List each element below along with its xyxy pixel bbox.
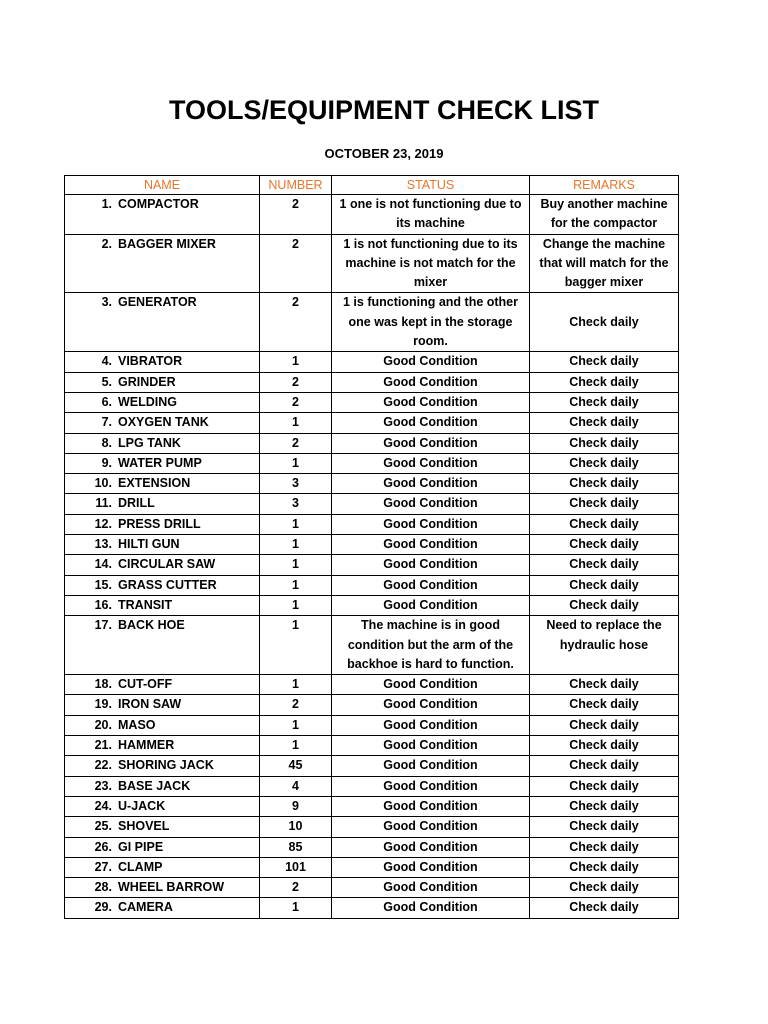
item-index: 25.	[94, 819, 112, 834]
item-name-cell	[65, 352, 260, 372]
item-remarks: Check daily	[530, 898, 679, 918]
item-remarks: Check daily	[530, 514, 679, 534]
item-name: OXYGEN TANK	[118, 415, 209, 430]
item-number: 1	[260, 535, 332, 555]
item-number: 2	[260, 293, 332, 352]
item-number: 2	[260, 878, 332, 898]
item-name-cell	[65, 453, 260, 473]
item-status: 1 is functioning and the other one was kept in the storage room.	[332, 293, 530, 352]
item-index: 7.	[101, 415, 112, 430]
item-index: 14.	[94, 557, 112, 572]
item-status: 1 is not functioning due to its machine is not match for the mixer	[332, 234, 530, 293]
item-number: 1	[260, 575, 332, 595]
item-index: 10.	[94, 476, 112, 491]
table-row	[65, 616, 679, 675]
item-number: 1	[260, 555, 332, 575]
item-index: 17.	[94, 618, 112, 633]
item-remarks: Check daily	[530, 796, 679, 816]
table-row	[65, 453, 679, 473]
item-name-cell	[65, 514, 260, 534]
item-name-cell	[65, 837, 260, 857]
item-status: Good Condition	[332, 715, 530, 735]
item-remarks: Check daily	[530, 715, 679, 735]
item-status: Good Condition	[332, 535, 530, 555]
item-remarks: Check daily	[530, 575, 679, 595]
item-name: WHEEL BARROW	[118, 880, 225, 895]
item-index: 15.	[94, 577, 112, 592]
item-remarks: Check daily	[530, 878, 679, 898]
item-status: The machine is in good condition but the arm of the backhoe is hard to function.	[332, 616, 530, 675]
item-name: TRANSIT	[118, 597, 173, 612]
table-row	[65, 234, 679, 293]
item-status: Good Condition	[332, 857, 530, 877]
item-index: 5.	[101, 374, 112, 389]
table-header-row	[65, 176, 679, 195]
item-status: Good Condition	[332, 372, 530, 392]
header-number: NUMBER	[260, 176, 332, 195]
item-index: 23.	[94, 778, 112, 793]
item-index: 21.	[94, 738, 112, 753]
item-name: HAMMER	[118, 738, 175, 753]
item-number: 1	[260, 595, 332, 615]
item-index: 6.	[101, 394, 112, 409]
table-row	[65, 776, 679, 796]
table-row	[65, 535, 679, 555]
item-number: 2	[260, 195, 332, 235]
item-index: 13.	[94, 537, 112, 552]
item-status: Good Condition	[332, 494, 530, 514]
item-number: 2	[260, 372, 332, 392]
item-name-cell	[65, 474, 260, 494]
item-status: Good Condition	[332, 474, 530, 494]
item-status: Good Condition	[332, 736, 530, 756]
item-remarks: Check daily	[530, 453, 679, 473]
table-row	[65, 796, 679, 816]
item-status: Good Condition	[332, 555, 530, 575]
item-name-cell	[65, 392, 260, 412]
table-row	[65, 736, 679, 756]
item-status: Good Condition	[332, 756, 530, 776]
header-status: STATUS	[332, 176, 530, 195]
item-status: Good Condition	[332, 675, 530, 695]
table-row	[65, 898, 679, 918]
table-row	[65, 756, 679, 776]
item-number: 1	[260, 715, 332, 735]
item-remarks: Check daily	[530, 595, 679, 615]
item-index: 3.	[101, 295, 112, 310]
item-number: 1	[260, 413, 332, 433]
item-number: 1	[260, 675, 332, 695]
item-status: Good Condition	[332, 595, 530, 615]
item-index: 22.	[94, 758, 112, 773]
item-name-cell	[65, 796, 260, 816]
table-row	[65, 817, 679, 837]
table-row	[65, 837, 679, 857]
item-number: 101	[260, 857, 332, 877]
item-remarks: Check daily	[530, 776, 679, 796]
item-index: 28.	[94, 880, 112, 895]
item-status: Good Condition	[332, 575, 530, 595]
item-status: Good Condition	[332, 837, 530, 857]
table-row	[65, 372, 679, 392]
item-remarks: Check daily	[530, 293, 679, 352]
item-name: IRON SAW	[118, 697, 182, 712]
item-number: 1	[260, 514, 332, 534]
table-row	[65, 413, 679, 433]
item-index: 12.	[94, 516, 112, 531]
item-remarks: Check daily	[530, 857, 679, 877]
item-name: CAMERA	[118, 900, 173, 915]
item-name: VIBRATOR	[118, 354, 183, 369]
item-name: PRESS DRILL	[118, 516, 201, 531]
item-name-cell	[65, 234, 260, 293]
item-name: LPG TANK	[118, 435, 181, 450]
item-index: 1.	[101, 197, 112, 211]
item-remarks: Check daily	[530, 413, 679, 433]
item-index: 29.	[94, 900, 112, 915]
item-status: Good Condition	[332, 695, 530, 715]
document-date: OCTOBER 23, 2019	[324, 146, 444, 161]
item-name-cell	[65, 575, 260, 595]
item-remarks: Check daily	[530, 535, 679, 555]
item-remarks: Check daily	[530, 494, 679, 514]
item-name-cell	[65, 413, 260, 433]
table-row	[65, 433, 679, 453]
item-name: EXTENSION	[118, 476, 191, 491]
item-name: CLAMP	[118, 859, 163, 874]
item-status: Good Condition	[332, 796, 530, 816]
item-status: Good Condition	[332, 352, 530, 372]
table-row	[65, 857, 679, 877]
item-name: GRASS CUTTER	[118, 577, 217, 592]
table-row	[65, 474, 679, 494]
item-name: WELDING	[118, 394, 178, 409]
item-remarks: Check daily	[530, 474, 679, 494]
item-number: 45	[260, 756, 332, 776]
item-name-cell	[65, 535, 260, 555]
item-number: 9	[260, 796, 332, 816]
item-name: BAGGER MIXER	[118, 236, 216, 251]
item-number: 1	[260, 616, 332, 675]
item-index: 18.	[94, 677, 112, 692]
checklist-table	[64, 175, 679, 919]
item-number: 2	[260, 392, 332, 412]
item-name-cell	[65, 293, 260, 352]
item-index: 19.	[94, 697, 112, 712]
item-name: U-JACK	[118, 798, 166, 813]
table-row	[65, 575, 679, 595]
table-row	[65, 293, 679, 352]
item-index: 16.	[94, 597, 112, 612]
item-name-cell	[65, 372, 260, 392]
item-name: GENERATOR	[118, 295, 197, 310]
item-status: Good Condition	[332, 776, 530, 796]
item-index: 26.	[94, 839, 112, 854]
item-name-cell	[65, 595, 260, 615]
item-index: 20.	[94, 717, 112, 732]
document-title: TOOLS/EQUIPMENT CHECK LIST	[168, 95, 600, 125]
item-name-cell	[65, 195, 260, 235]
item-number: 1	[260, 453, 332, 473]
table-row	[65, 494, 679, 514]
header-name: NAME	[65, 176, 260, 195]
item-name: DRILL	[118, 496, 155, 511]
item-status: Good Condition	[332, 413, 530, 433]
item-name-cell	[65, 433, 260, 453]
item-name: HILTI GUN	[118, 537, 180, 552]
item-status: Good Condition	[332, 514, 530, 534]
item-name: CIRCULAR SAW	[118, 557, 216, 572]
table-row	[65, 675, 679, 695]
item-index: 4.	[101, 354, 112, 369]
item-remarks: Check daily	[530, 392, 679, 412]
item-name-cell	[65, 857, 260, 877]
item-index: 27.	[94, 859, 112, 874]
item-remarks: Buy another machine for the compactor	[530, 195, 679, 235]
item-number: 2	[260, 695, 332, 715]
table-row	[65, 715, 679, 735]
item-status: Good Condition	[332, 453, 530, 473]
table-row	[65, 392, 679, 412]
item-name: SHOVEL	[118, 819, 170, 834]
item-status: Good Condition	[332, 392, 530, 412]
item-name: SHORING JACK	[118, 758, 214, 773]
header-remarks: REMARKS	[530, 176, 679, 195]
item-remarks: Change the machine that will match for the bagger mixer	[530, 234, 679, 293]
table-row	[65, 352, 679, 372]
item-name: MASO	[118, 717, 156, 732]
item-remarks: Check daily	[530, 695, 679, 715]
table-row	[65, 195, 679, 235]
item-index: 11.	[95, 496, 112, 511]
item-name: BACK HOE	[118, 618, 185, 633]
item-name: GRINDER	[118, 374, 176, 389]
item-remarks: Check daily	[530, 837, 679, 857]
item-remarks: Check daily	[530, 756, 679, 776]
item-number: 1	[260, 736, 332, 756]
item-number: 3	[260, 474, 332, 494]
item-name-cell	[65, 675, 260, 695]
item-name-cell	[65, 555, 260, 575]
item-remarks: Check daily	[530, 372, 679, 392]
item-remarks: Check daily	[530, 555, 679, 575]
item-name-cell	[65, 494, 260, 514]
item-name: CUT-OFF	[118, 677, 173, 692]
item-name-cell	[65, 878, 260, 898]
item-name-cell	[65, 817, 260, 837]
item-name: WATER PUMP	[118, 455, 202, 470]
item-remarks: Need to replace the hydraulic hose	[530, 616, 679, 675]
table-row	[65, 595, 679, 615]
item-number: 3	[260, 494, 332, 514]
item-number: 2	[260, 433, 332, 453]
item-status: Good Condition	[332, 898, 530, 918]
item-name: BASE JACK	[118, 778, 191, 793]
item-name: GI PIPE	[118, 839, 164, 854]
item-number: 1	[260, 898, 332, 918]
item-remarks: Check daily	[530, 675, 679, 695]
item-number: 1	[260, 352, 332, 372]
item-remarks: Check daily	[530, 433, 679, 453]
item-name: COMPACTOR	[118, 197, 199, 211]
item-number: 85	[260, 837, 332, 857]
item-number: 4	[260, 776, 332, 796]
item-index: 2.	[101, 236, 112, 251]
item-status: Good Condition	[332, 433, 530, 453]
table-row	[65, 514, 679, 534]
item-index: 24.	[94, 798, 112, 813]
item-status: Good Condition	[332, 817, 530, 837]
table-row	[65, 695, 679, 715]
item-index: 9.	[101, 455, 112, 470]
table-row	[65, 555, 679, 575]
item-index: 8.	[101, 435, 112, 450]
item-name-cell	[65, 715, 260, 735]
item-number: 2	[260, 234, 332, 293]
item-name-cell	[65, 736, 260, 756]
item-status: Good Condition	[332, 878, 530, 898]
item-name-cell	[65, 898, 260, 918]
item-name-cell	[65, 776, 260, 796]
item-name-cell	[65, 756, 260, 776]
item-name-cell	[65, 695, 260, 715]
item-number: 10	[260, 817, 332, 837]
item-status: 1 one is not functioning due to its machine	[332, 195, 530, 235]
item-remarks: Check daily	[530, 817, 679, 837]
item-remarks: Check daily	[530, 736, 679, 756]
table-row	[65, 878, 679, 898]
item-name-cell	[65, 616, 260, 675]
item-remarks: Check daily	[530, 352, 679, 372]
